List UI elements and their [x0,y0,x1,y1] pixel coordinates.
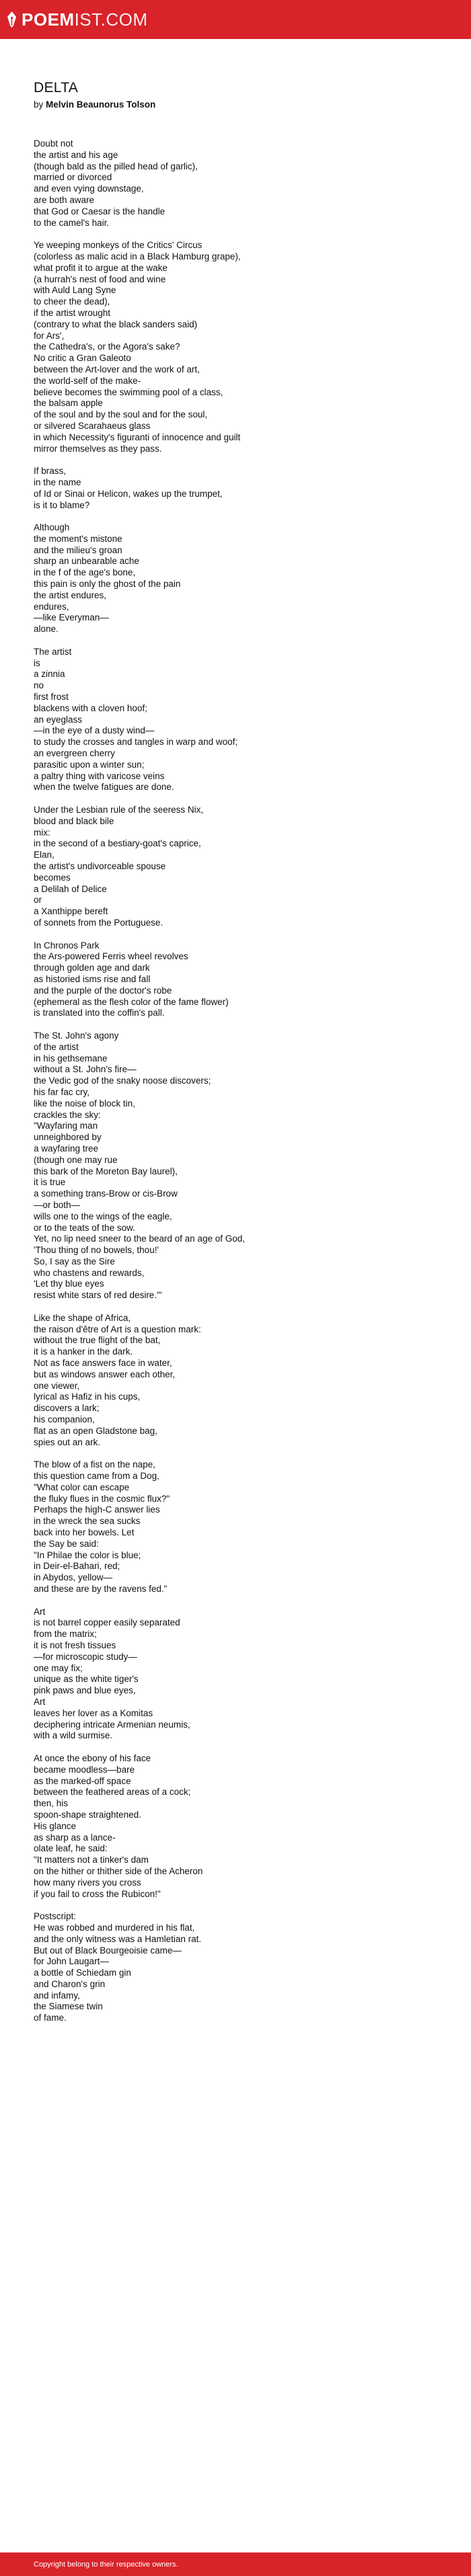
poem-line: (though one may rue [34,1154,118,1165]
poem-line: in the name [34,477,81,487]
poem-line: this bark of the Moreton Bay laurel), [34,1166,178,1176]
poem-line: a something trans-Brow or cis-Brow [34,1189,178,1199]
footer-copyright: Copyright belong to their respective owners. [34,2561,178,2569]
poem-stanza [34,940,437,1020]
poem-line: an eyeglass [34,714,83,725]
poem-line: the artist endures, [34,590,107,600]
poem-line: if the artist wrought [34,307,111,318]
poem-line: for Ars', [34,330,65,341]
poem-byline [34,98,437,111]
by-label: by [34,99,44,110]
poem-line: a Delilah of Delice [34,883,107,894]
poem-line: one viewer, [34,1380,80,1391]
poem-line: in his gethsemane [34,1053,108,1063]
poem-stanza [34,1031,437,1301]
poem-line: the Ars-powered Ferris wheel revolves [34,951,188,962]
poem-line: and the milieu's groan [34,545,122,555]
poem-line: from the matrix; [34,1629,97,1640]
poem-line: the Say be said: [34,1538,99,1549]
poem-line: as the marked-off space [34,1775,131,1786]
poem-line: But out of Black Bourgeoisie came— [34,1945,182,1956]
poem-line: The blow of a fist on the nape, [34,1459,155,1470]
poem-line: his companion, [34,1414,95,1425]
poem-line: the artist's undivorceable spouse [34,861,166,871]
poem-line: resist white stars of red desire.'" [34,1290,162,1301]
poem-line: and these are by the ravens fed." [34,1584,168,1594]
poem-line: if you fail to cross the Rubicon!" [34,1888,161,1899]
poem-line: of fame. [34,2013,67,2023]
poem-line: becomes [34,872,71,883]
poem-stanza [34,1911,437,2024]
poem-line: a bottle of Schiedam gin [34,1968,131,1978]
poem-line: blackens with a cloven hoof; [34,702,147,713]
poem-line: or [34,895,42,905]
poem-line: to study the crosses and tangles in warp and woof; [34,737,238,748]
poem-line: —like Everyman— [34,612,109,623]
poem-line: Ye weeping monkeys of the Critics' Circus [34,240,203,251]
poem-line: "Wayfaring man [34,1121,98,1131]
poem-line: when the twelve fatigues are done. [34,782,174,793]
poem-line: the world-self of the make- [34,375,141,386]
poem-line: or silvered Scarahaeus glass [34,420,151,431]
poem-line: discovers a lark; [34,1403,100,1414]
poem-stanza [34,1607,437,1742]
poem-line: a Xanthippe bereft [34,906,108,917]
poem-line: this question came from a Dog, [34,1471,159,1482]
poem-line: became moodless—bare [34,1764,135,1775]
poem-line: (colorless as malic acid in a Black Hamburg grape), [34,251,241,261]
poem-line: without the true flight of the bat, [34,1335,161,1346]
poem-stanza [34,805,437,929]
poem-line: is translated into the coffin's pall. [34,1008,165,1018]
poem-line: the artist and his age [34,149,118,160]
site-logo-text [22,10,148,29]
poem-line: a zinnia [34,669,65,680]
poem-line: olate leaf, he said: [34,1843,108,1854]
poem-line: is it to blame? [34,499,90,510]
poem-line: Doubt not [34,138,73,149]
poem-line: of sonnets from the Portuguese. [34,917,164,928]
poem-line: no [34,680,44,691]
poem-line: through golden age and dark [34,963,150,973]
poem-line: how many rivers you cross [34,1877,141,1888]
poem-line: like the noise of block tin, [34,1098,135,1109]
poem-line: mix: [34,827,50,838]
poem-content [34,79,437,2036]
poem-line: his far fac cry, [34,1086,90,1097]
poem-line: crackles the sky: [34,1109,101,1120]
poem-line: in the second of a bestiary-goat's caprice, [34,838,201,849]
poem-line: for John Laugart— [34,1956,109,1967]
poem-line: an evergreen cherry [34,748,115,759]
poem-line: (though bald as the pilled head of garlic), [34,161,198,171]
poem-line: Perhaps the high-C answer lies [34,1504,160,1515]
poem-line: married or divorced [34,172,112,183]
poem-line: the balsam apple [34,398,103,409]
poem-line: His glance [34,1820,77,1831]
poem-title: DELTA [34,80,79,95]
poem-line: Under the Lesbian rule of the seeress Nix, [34,805,204,815]
poem-line: a paltry thing with varicose veins [34,770,165,781]
poem-line: He was robbed and murdered in his flat, [34,1922,195,1933]
poem-line: the raison d'être of Art is a question mark: [34,1324,201,1334]
poem-line: it is true [34,1177,66,1188]
poem-line: Postscript: [34,1911,77,1922]
poem-line: and the purple of the doctor's robe [34,985,172,996]
poem-stanza [34,1459,437,1595]
pen-nib-icon [7,11,17,28]
poem-line: mirror themselves as they pass. [34,443,162,454]
poem-line: If brass, [34,466,67,477]
poem-line: 'Let thy blue eyes [34,1279,104,1289]
poem-stanza [34,647,437,793]
poem-line: is not barrel copper easily separated [34,1617,180,1628]
poem-line: parasitic upon a winter sun; [34,759,145,770]
poem-line: is [34,657,40,668]
poem-line: but as windows answer each other, [34,1369,176,1379]
poem-line: 'Thou thing of no bowels, thou!' [34,1245,159,1256]
poem-line: and even vying downstage, [34,184,144,194]
poem-line: "In Philae the color is blue; [34,1549,141,1560]
poem-line: it is a hanker in the dark. [34,1346,133,1357]
poem-stanza [34,522,437,635]
poem-line: of Id or Sinai or Helicon, wakes up the trumpet, [34,488,223,499]
poem-line: (ephemeral as the flesh color of the fame flower) [34,996,229,1007]
poem-line: Although [34,522,70,533]
logo-light-text: IST.COM [74,9,148,30]
poem-line: the Cathedra's, or the Agora's sake? [34,341,180,352]
poem-line: a wayfaring tree [34,1143,99,1154]
poem-line: The artist [34,646,72,657]
poem-line: sharp an unbearable ache [34,556,139,567]
poem-line: as historied isms rise and fall [34,973,151,984]
poem-line: flat as an open Gladstone bag, [34,1425,157,1436]
poem-line: as sharp as a lance- [34,1832,116,1843]
poem-line: in Deir-el-Bahari, red; [34,1561,120,1572]
poem-line: blood and black bile [34,815,114,826]
poem-line: In Chronos Park [34,940,100,951]
poem-line: endures, [34,601,69,612]
poem-line: Not as face answers face in water, [34,1358,172,1369]
poem-line: unneighbored by [34,1132,102,1143]
poem-line: believe becomes the swimming pool of a class, [34,387,223,397]
poem-line: this pain is only the ghost of the pain [34,579,181,590]
poem-line: spies out an ark. [34,1437,101,1447]
poem-line: or to the teats of the sow. [34,1222,135,1233]
poem-line: —in the eye of a dusty wind— [34,725,155,736]
poem-line: of the artist [34,1041,79,1052]
poem-line: the Vedic god of the snaky noose discovers; [34,1076,211,1086]
poem-line: leaves her lover as a Komitas [34,1707,153,1718]
poem-stanza [34,138,437,229]
poem-stanza [34,240,437,454]
poem-line: who chastens and rewards, [34,1267,145,1278]
poem-line: pink paws and blue eyes, [34,1685,136,1696]
poem-line: with Auld Lang Syne [34,285,116,296]
poem-line: in the wreck the sea sucks [34,1516,141,1527]
logo-bold-text: POEM [22,9,75,30]
poem-line: and infamy, [34,1990,80,2001]
poem-line: in which Necessity's figuranti of innocence and guilt [34,432,241,442]
poem-stanza [34,466,437,511]
poem-line: with a wild surmise. [34,1730,113,1741]
poem-line: "It matters not a tinker's dam [34,1855,149,1865]
site-header [0,0,471,39]
site-footer [0,2552,471,2576]
poem-line: "What color can escape [34,1482,130,1492]
poem-line: back into her bowels. Let [34,1527,135,1538]
poem-line: without a St. John's fire— [34,1064,137,1075]
poem-stanza [34,1753,437,1900]
poem-line: No critic a Gran Galeoto [34,353,131,364]
poem-line: the Siamese twin [34,2001,103,2012]
site-logo[interactable] [7,10,148,29]
poem-line: first frost [34,692,69,702]
poem-stanza [34,1313,437,1449]
poem-line: of the soul and by the soul and for the soul, [34,409,208,420]
poem-line: on the hither or thither side of the Acheron [34,1865,203,1876]
poem-line: (a hurrah's nest of food and wine [34,274,166,284]
poem-line: So, I say as the Sire [34,1256,115,1266]
poem-line: Elan, [34,850,55,860]
poem-line: are both aware [34,194,95,205]
poem-line: one may fix; [34,1662,83,1673]
poem-body [34,138,437,2024]
poem-line: unique as the white tiger's [34,1674,139,1685]
poem-line: and Charon's grin [34,1978,106,1989]
poem-line: the fluky flues in the cosmic flux?" [34,1493,170,1504]
poem-line: and the only witness was a Hamletian rat. [34,1933,202,1944]
poem-line: Art [34,1606,46,1617]
poem-line: it is not fresh tissues [34,1640,116,1650]
poem-line: between the feathered areas of a cock; [34,1787,191,1798]
poem-line: what profit it to argue at the wake [34,262,168,273]
poem-line: then, his [34,1798,69,1809]
poem-line: spoon-shape straightened. [34,1809,141,1820]
poem-line: deciphering intricate Armenian neumis, [34,1719,190,1730]
poem-line: to the camel's hair. [34,217,110,228]
poem-line: that God or Caesar is the handle [34,206,166,216]
poem-line: the moment's mistone [34,533,122,544]
author-link[interactable]: Melvin Beaunorus Tolson [46,99,156,110]
poem-line: between the Art-lover and the work of art, [34,364,200,374]
poem-line: to cheer the dead), [34,296,110,307]
poem-line: lyrical as Hafiz in his cups, [34,1392,141,1402]
poem-line: At once the ebony of his face [34,1753,151,1763]
poem-line: —for microscopic study— [34,1651,137,1662]
poem-line: The St. John's agony [34,1030,119,1041]
poem-line: in the f of the age's bone, [34,567,136,578]
poem-line: —or both— [34,1199,81,1210]
poem-line: (contrary to what the black sanders said) [34,319,198,329]
poem-line: in Abydos, yellow— [34,1572,113,1583]
poem-line: Art [34,1696,46,1707]
poem-line: alone. [34,624,59,635]
poem-line: Like the shape of Africa, [34,1312,131,1323]
poem-line: Yet, no lip need sneer to the beard of an age of God, [34,1234,245,1244]
poem-line: wills one to the wings of the eagle, [34,1211,172,1221]
